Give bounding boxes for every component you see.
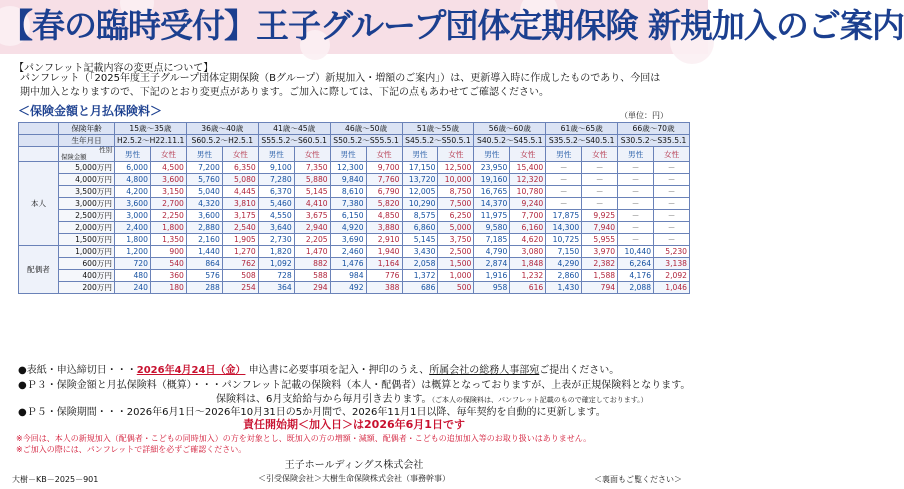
table-row — [19, 234, 690, 246]
female-premium: 1,164 — [366, 258, 402, 270]
age-band-header: 61歳～65歳 — [546, 123, 618, 135]
female-premium: 2,540 — [222, 222, 258, 234]
category-haigusha: 配偶者 — [19, 246, 59, 294]
male-premium: 7,380 — [330, 198, 366, 210]
female-premium: 294 — [294, 282, 330, 294]
table-corner — [19, 135, 59, 147]
see-back-note: ＜裏面もご覧ください＞ — [594, 475, 682, 484]
male-premium: 1,440 — [186, 246, 222, 258]
female-premium: 762 — [222, 258, 258, 270]
underwriter-info: ＜引受保険会社＞大樹生命保険株式会社（事務幹事） — [258, 474, 450, 483]
female-premium: 1,270 — [222, 246, 258, 258]
table-row — [19, 210, 690, 222]
bullet-text: 保険料は、6月支給給与から毎月引き去ります。 — [216, 394, 432, 405]
female-header: 女性 — [654, 147, 690, 162]
birth-range-header: S45.5.2～S50.5.1 — [402, 135, 474, 147]
birth-range-header: S50.5.2～S55.5.1 — [330, 135, 402, 147]
male-header: 男性 — [618, 147, 654, 162]
male-premium: 6,150 — [330, 210, 366, 222]
female-premium: 508 — [222, 270, 258, 282]
male-premium: 1,820 — [258, 246, 294, 258]
female-premium: 3,080 — [510, 246, 546, 258]
female-premium: 2,092 — [654, 270, 690, 282]
female-premium: 882 — [294, 258, 330, 270]
female-premium: － — [654, 234, 690, 246]
male-premium: 3,690 — [330, 234, 366, 246]
male-premium: 720 — [115, 258, 151, 270]
male-premium: 1,092 — [258, 258, 294, 270]
female-premium: － — [582, 198, 618, 210]
coverage-amount: 1,000万円 — [59, 246, 115, 258]
male-premium: 3,600 — [115, 198, 151, 210]
table-corner — [19, 123, 59, 135]
female-premium: 794 — [582, 282, 618, 294]
male-premium: 8,610 — [330, 186, 366, 198]
female-premium: 1,000 — [438, 270, 474, 282]
male-premium: 17,875 — [546, 210, 582, 222]
male-premium: 364 — [258, 282, 294, 294]
male-premium: － — [618, 162, 654, 174]
male-premium: － — [618, 234, 654, 246]
premium-bullet: ●Ｐ３・保険金額と月払保険料（概算）・・・パンフレット記載の保険料（本人・配偶者）は概算となっておりますが、上表が正規保険料となります。 — [18, 380, 691, 391]
male-premium: 492 — [330, 282, 366, 294]
male-premium: 23,950 — [474, 162, 510, 174]
male-premium: 4,290 — [546, 258, 582, 270]
male-premium: 2,880 — [186, 222, 222, 234]
male-header: 男性 — [474, 147, 510, 162]
male-premium: 728 — [258, 270, 294, 282]
male-header: 男性 — [330, 147, 366, 162]
female-premium: 6,250 — [438, 210, 474, 222]
female-premium: 10,780 — [510, 186, 546, 198]
page-title: 【春の臨時受付】王子グループ団体定期保険 新規加入のご案内 — [0, 6, 904, 45]
female-premium: 7,940 — [582, 222, 618, 234]
male-premium: 10,440 — [618, 246, 654, 258]
female-header: 女性 — [294, 147, 330, 162]
male-premium: － — [546, 174, 582, 186]
birth-range-header: H2.5.2～H22.11.1 — [115, 135, 187, 147]
male-premium: 13,720 — [402, 174, 438, 186]
warning-note: ※ご加入の際には、パンフレットで詳細を必ずご確認ください。 — [16, 445, 247, 454]
document-number: 大樹－KB－2025－901 — [12, 475, 99, 484]
female-premium: 4,500 — [150, 162, 186, 174]
birth-label: 生年月日 — [59, 135, 115, 147]
age-band-header: 15歳～35歳 — [115, 123, 187, 135]
female-premium: 5,955 — [582, 234, 618, 246]
period-bullet: ●Ｐ５・保険期間・・・2026年6月1日～2026年10月31日の5か月間で、2026年11月1日以降、毎年契約を自動的に更新します。 — [18, 407, 606, 418]
female-premium: 588 — [294, 270, 330, 282]
male-premium: 10,725 — [546, 234, 582, 246]
male-premium: 3,430 — [402, 246, 438, 258]
female-premium: 1,588 — [582, 270, 618, 282]
male-premium: 2,160 — [186, 234, 222, 246]
female-premium: － — [582, 162, 618, 174]
male-premium: 1,430 — [546, 282, 582, 294]
female-premium: 3,750 — [438, 234, 474, 246]
company-name: 王子ホールディングス株式会社 — [284, 460, 424, 471]
female-premium: 12,500 — [438, 162, 474, 174]
female-header: 女性 — [510, 147, 546, 162]
coverage-amount: 1,500万円 — [59, 234, 115, 246]
female-premium: － — [654, 162, 690, 174]
female-premium: － — [654, 210, 690, 222]
male-premium: 3,640 — [258, 222, 294, 234]
submit-destination: 所属会社の総務人事部宛 — [429, 365, 540, 376]
male-premium: 958 — [474, 282, 510, 294]
female-premium: 4,445 — [222, 186, 258, 198]
male-premium: 9,580 — [474, 222, 510, 234]
female-header: 女性 — [366, 147, 402, 162]
table-row — [19, 282, 690, 294]
male-premium: 11,975 — [474, 210, 510, 222]
section-title: ＜保険金額と月払保険料＞ — [18, 104, 163, 118]
coverage-amount: 3,000万円 — [59, 198, 115, 210]
male-premium: － — [618, 210, 654, 222]
age-band-header: 36歳～40歳 — [186, 123, 258, 135]
male-premium: 14,370 — [474, 198, 510, 210]
male-premium: 3,600 — [186, 210, 222, 222]
female-premium: 3,970 — [582, 246, 618, 258]
male-premium: 9,100 — [258, 162, 294, 174]
male-premium: 288 — [186, 282, 222, 294]
male-premium: 4,176 — [618, 270, 654, 282]
female-header: 女性 — [582, 147, 618, 162]
table-corner — [19, 147, 59, 162]
male-premium: 1,916 — [474, 270, 510, 282]
female-premium: 2,205 — [294, 234, 330, 246]
male-premium: 2,860 — [546, 270, 582, 282]
male-premium: 8,575 — [402, 210, 438, 222]
female-premium: 3,138 — [654, 258, 690, 270]
female-premium: 6,160 — [510, 222, 546, 234]
table-row — [19, 174, 690, 186]
female-premium: 2,700 — [150, 198, 186, 210]
female-premium: 1,046 — [654, 282, 690, 294]
start-date-notice: 責任開始期＜加入日＞は2026年6月1日です — [243, 418, 465, 431]
table-row — [19, 258, 690, 270]
female-premium: 15,400 — [510, 162, 546, 174]
female-header: 女性 — [222, 147, 258, 162]
female-premium: 5,820 — [366, 198, 402, 210]
male-premium: 984 — [330, 270, 366, 282]
deadline-bullet — [18, 361, 619, 376]
female-premium: 900 — [150, 246, 186, 258]
female-premium: 2,382 — [582, 258, 618, 270]
male-premium: 12,300 — [330, 162, 366, 174]
male-premium: 5,760 — [186, 174, 222, 186]
coverage-amount: 600万円 — [59, 258, 115, 270]
female-premium: 2,910 — [366, 234, 402, 246]
female-premium: 1,500 — [438, 258, 474, 270]
female-premium: 3,810 — [222, 198, 258, 210]
female-premium: 616 — [510, 282, 546, 294]
birth-range-header: S40.5.2～S45.5.1 — [474, 135, 546, 147]
table-row — [19, 222, 690, 234]
female-premium: 1,848 — [510, 258, 546, 270]
male-premium: － — [618, 222, 654, 234]
male-premium: － — [546, 162, 582, 174]
male-premium: － — [546, 198, 582, 210]
male-premium: 1,372 — [402, 270, 438, 282]
male-premium: 10,290 — [402, 198, 438, 210]
male-premium: 6,370 — [258, 186, 294, 198]
male-premium: 4,200 — [115, 186, 151, 198]
male-premium: 6,264 — [618, 258, 654, 270]
male-premium: 17,150 — [402, 162, 438, 174]
bullet-note: （ご本人の保険料は、パンフレット記載のもので確定しております。） — [431, 396, 648, 404]
table-row — [19, 162, 690, 174]
male-premium: 1,476 — [330, 258, 366, 270]
female-premium: 1,350 — [150, 234, 186, 246]
female-premium: 3,880 — [366, 222, 402, 234]
male-premium: 864 — [186, 258, 222, 270]
female-premium: 540 — [150, 258, 186, 270]
female-premium: 12,320 — [510, 174, 546, 186]
male-premium: 2,400 — [115, 222, 151, 234]
female-premium: 5,080 — [222, 174, 258, 186]
birth-range-header: S30.5.2～S35.5.1 — [618, 135, 690, 147]
female-premium: 9,700 — [366, 162, 402, 174]
male-premium: 7,280 — [258, 174, 294, 186]
birth-range-header: S60.5.2～H2.5.1 — [186, 135, 258, 147]
male-header: 男性 — [186, 147, 222, 162]
male-premium: 1,800 — [115, 234, 151, 246]
gender-amount-label — [59, 147, 115, 162]
female-premium: 3,175 — [222, 210, 258, 222]
female-premium: 1,800 — [150, 222, 186, 234]
male-premium: 2,088 — [618, 282, 654, 294]
female-premium: － — [582, 186, 618, 198]
female-premium: 5,230 — [654, 246, 690, 258]
warning-note: ※今回は、本人の新規加入（配偶者・こどもの同時加入）の方を対象とし、既加入の方の増額・減額、配偶者・こどもの追加加入等のお取り扱いはありません。 — [16, 434, 592, 443]
female-premium: 6,790 — [366, 186, 402, 198]
male-premium: 240 — [115, 282, 151, 294]
male-premium: － — [546, 186, 582, 198]
male-premium: 19,160 — [474, 174, 510, 186]
female-premium: － — [654, 222, 690, 234]
male-premium: 6,860 — [402, 222, 438, 234]
female-premium: 5,000 — [438, 222, 474, 234]
bullet-text: 申込書に必要事項を記入・押印のうえ、 — [248, 365, 430, 376]
coverage-amount: 3,500万円 — [59, 186, 115, 198]
male-premium: 5,460 — [258, 198, 294, 210]
male-premium: 4,550 — [258, 210, 294, 222]
female-premium: 5,145 — [294, 186, 330, 198]
male-header: 男性 — [115, 147, 151, 162]
age-label: 保険年齢 — [59, 123, 115, 135]
male-header: 男性 — [402, 147, 438, 162]
male-premium: 2,058 — [402, 258, 438, 270]
female-premium: 7,350 — [294, 162, 330, 174]
notice-line: パンフレット（「2025年度王子グループ団体定期保険（Bグループ）新規加入・増額のご案内」）は、更新導入時に作成したものであり、今回は — [20, 73, 661, 84]
male-premium: 5,040 — [186, 186, 222, 198]
table-row — [19, 198, 690, 210]
female-header: 女性 — [438, 147, 474, 162]
female-premium: 4,410 — [294, 198, 330, 210]
female-premium: 2,250 — [150, 210, 186, 222]
male-premium: 4,790 — [474, 246, 510, 258]
female-premium: 2,940 — [294, 222, 330, 234]
female-premium: － — [654, 174, 690, 186]
premium-table — [18, 122, 690, 294]
amount-label: 保険金額 — [61, 153, 87, 161]
age-band-header: 41歳～45歳 — [258, 123, 330, 135]
female-premium: 3,675 — [294, 210, 330, 222]
unit-label: （単位：円） — [620, 111, 668, 120]
female-premium: 7,700 — [510, 210, 546, 222]
female-premium: 776 — [366, 270, 402, 282]
table-row — [19, 186, 690, 198]
category-honnin: 本人 — [19, 162, 59, 246]
male-premium: － — [618, 198, 654, 210]
notice-line: 期中加入となりますので、下記のとおり変更点があります。ご加入に際しては、下記の点もあわせてご確認ください。 — [20, 87, 549, 98]
female-premium: 10,000 — [438, 174, 474, 186]
notice-heading: 【パンフレット記載内容の変更点について】 — [14, 63, 214, 74]
female-premium: － — [654, 198, 690, 210]
female-premium: 5,880 — [294, 174, 330, 186]
female-premium: 360 — [150, 270, 186, 282]
notice-body — [20, 72, 700, 100]
female-premium: 3,150 — [150, 186, 186, 198]
birth-range-header: S55.5.2～S60.5.1 — [258, 135, 330, 147]
male-premium: 5,145 — [402, 234, 438, 246]
table-row — [19, 246, 690, 258]
male-premium: 7,200 — [186, 162, 222, 174]
male-premium: 7,150 — [546, 246, 582, 258]
male-premium: 9,840 — [330, 174, 366, 186]
male-premium: 7,185 — [474, 234, 510, 246]
age-band-header: 46歳～50歳 — [330, 123, 402, 135]
male-premium: 686 — [402, 282, 438, 294]
female-premium: 388 — [366, 282, 402, 294]
female-premium: 1,905 — [222, 234, 258, 246]
male-premium: 4,920 — [330, 222, 366, 234]
coverage-amount: 2,000万円 — [59, 222, 115, 234]
male-premium: － — [618, 186, 654, 198]
birth-range-header: S35.5.2～S40.5.1 — [546, 135, 618, 147]
gender-label: 性別 — [99, 146, 112, 154]
bullet-text: ご提出ください。 — [539, 365, 620, 376]
female-premium: 9,240 — [510, 198, 546, 210]
male-premium: 576 — [186, 270, 222, 282]
female-premium: 1,940 — [366, 246, 402, 258]
female-header: 女性 — [150, 147, 186, 162]
bullet-text: ●表紙・申込締切日・・・ — [18, 365, 137, 376]
male-premium: 3,000 — [115, 210, 151, 222]
female-premium: 254 — [222, 282, 258, 294]
male-header: 男性 — [546, 147, 582, 162]
female-premium: － — [654, 186, 690, 198]
female-premium: 1,232 — [510, 270, 546, 282]
male-premium: 12,005 — [402, 186, 438, 198]
female-premium: 4,850 — [366, 210, 402, 222]
male-premium: 480 — [115, 270, 151, 282]
male-premium: 2,874 — [474, 258, 510, 270]
male-header: 男性 — [258, 147, 294, 162]
coverage-amount: 4,000万円 — [59, 174, 115, 186]
male-premium: 1,200 — [115, 246, 151, 258]
female-premium: 9,925 — [582, 210, 618, 222]
male-premium: 2,730 — [258, 234, 294, 246]
male-premium: 6,000 — [115, 162, 151, 174]
male-premium: 2,460 — [330, 246, 366, 258]
female-premium: 500 — [438, 282, 474, 294]
male-premium: 4,320 — [186, 198, 222, 210]
female-premium: 1,470 — [294, 246, 330, 258]
female-premium: 180 — [150, 282, 186, 294]
male-premium: 16,765 — [474, 186, 510, 198]
male-premium: － — [618, 174, 654, 186]
female-premium: 2,500 — [438, 246, 474, 258]
female-premium: 7,500 — [438, 198, 474, 210]
male-premium: 14,300 — [546, 222, 582, 234]
female-premium: － — [582, 174, 618, 186]
deadline-date: 2026年4月24日（金） — [136, 365, 246, 376]
age-band-header: 51歳～55歳 — [402, 123, 474, 135]
table-row — [19, 270, 690, 282]
female-premium: 3,600 — [150, 174, 186, 186]
female-premium: 4,620 — [510, 234, 546, 246]
coverage-amount: 2,500万円 — [59, 210, 115, 222]
coverage-amount: 400万円 — [59, 270, 115, 282]
age-band-header: 56歳～60歳 — [474, 123, 546, 135]
age-band-header: 66歳～70歳 — [618, 123, 690, 135]
coverage-amount: 200万円 — [59, 282, 115, 294]
female-premium: 7,760 — [366, 174, 402, 186]
female-premium: 8,750 — [438, 186, 474, 198]
female-premium: 6,350 — [222, 162, 258, 174]
male-premium: 4,800 — [115, 174, 151, 186]
coverage-amount: 5,000万円 — [59, 162, 115, 174]
